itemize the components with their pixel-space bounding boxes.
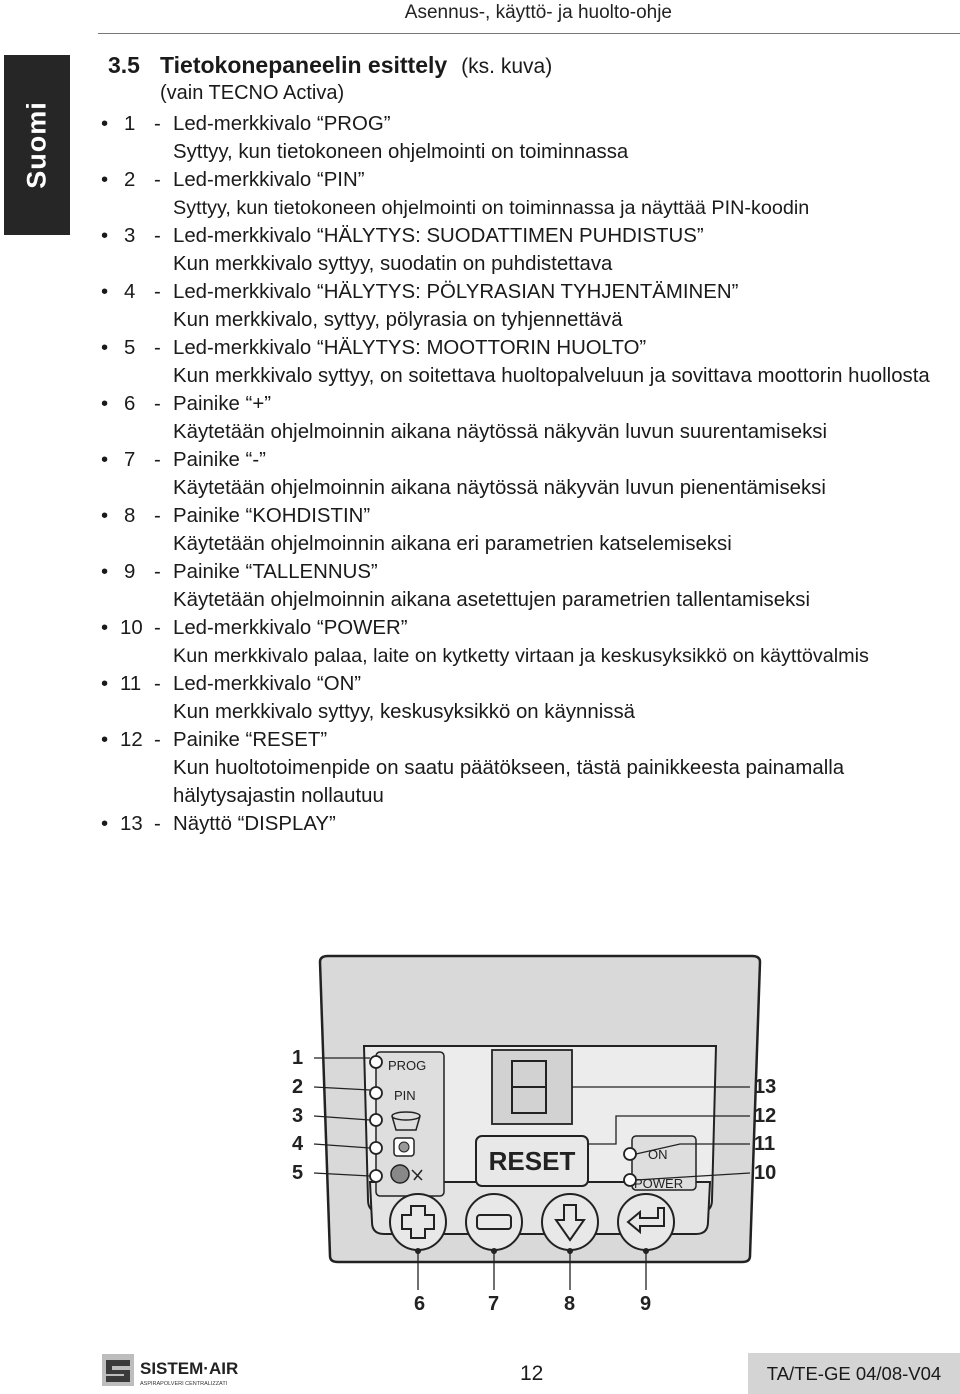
- item-number: 3: [124, 225, 136, 247]
- item-number: 12: [120, 729, 143, 751]
- filter-alarm-led: [370, 1114, 382, 1126]
- cursor-button[interactable]: [542, 1194, 598, 1250]
- item-dash: -: [154, 813, 161, 835]
- item-dash: -: [154, 225, 161, 247]
- reset-label: RESET: [488, 1146, 576, 1176]
- item-heading: Led-merkkivalo “HÄLYTYS: MOOTTORIN HUOLTO”: [173, 337, 647, 359]
- item-number: 1: [124, 113, 136, 135]
- prog-label: PROG: [388, 1058, 427, 1073]
- item-heading: Painike “RESET”: [173, 729, 328, 751]
- pin-led: [370, 1087, 382, 1099]
- callout-3: 3: [292, 1105, 304, 1127]
- callout-1: 1: [292, 1047, 304, 1069]
- item-dash: -: [154, 449, 161, 471]
- list-item: [0, 334, 960, 390]
- item-dash: -: [154, 337, 161, 359]
- item-dash: -: [154, 729, 161, 751]
- bullet: •: [101, 561, 109, 583]
- dust-bin-alarm-led: [370, 1142, 382, 1154]
- item-heading: Painike “-”: [173, 449, 266, 471]
- power-label: POWER: [634, 1176, 684, 1191]
- item-number: 8: [124, 505, 136, 527]
- bullet: •: [101, 673, 109, 695]
- item-number: 5: [124, 337, 136, 359]
- section-number: 3.5: [108, 52, 140, 78]
- item-heading: Painike “KOHDISTIN”: [173, 505, 371, 527]
- callout-10: 10: [754, 1162, 777, 1184]
- page-number: 12: [520, 1362, 544, 1385]
- list-item: [0, 446, 960, 502]
- motor-alarm-led: [370, 1170, 382, 1182]
- item-dash: -: [154, 673, 161, 695]
- item-dash: -: [154, 561, 161, 583]
- bullet: •: [101, 113, 109, 135]
- item-number: 7: [124, 449, 136, 471]
- item-heading: Led-merkkivalo “ON”: [173, 673, 362, 695]
- item-dash: -: [154, 505, 161, 527]
- language-tab-label: Suomi: [21, 101, 52, 189]
- item-heading: Näyttö “DISPLAY”: [173, 813, 336, 835]
- item-number: 10: [120, 617, 143, 639]
- list-item: [0, 614, 960, 670]
- section-title: Tietokonepaneelin esittely: [160, 52, 448, 78]
- callout-8: 8: [564, 1293, 576, 1315]
- bullet: •: [101, 281, 109, 303]
- callout-9: 9: [640, 1293, 652, 1315]
- item-heading: Led-merkkivalo “HÄLYTYS: SUODATTIMEN PUHDISTUS”: [173, 225, 704, 247]
- item-heading: Led-merkkivalo “POWER”: [173, 617, 408, 639]
- item-heading: Led-merkkivalo “PIN”: [173, 169, 365, 191]
- item-dash: -: [154, 169, 161, 191]
- bullet: •: [101, 449, 109, 471]
- item-description: Syttyy, kun tietokoneen ohjelmointi on toiminnassa: [173, 141, 629, 163]
- prog-led: [370, 1056, 382, 1068]
- item-description: Kun merkkivalo palaa, laite on kytketty virtaan ja keskusyksikkö on käyttövalmis: [173, 645, 869, 667]
- brand-tagline: ASPIRAPOLVERI CENTRALIZZATI: [140, 1381, 228, 1387]
- item-heading: Painike “+”: [173, 393, 272, 415]
- callout-6: 6: [414, 1293, 426, 1315]
- callout-7: 7: [488, 1293, 500, 1315]
- brand-name: SISTEM·AIR: [140, 1359, 239, 1378]
- item-dash: -: [154, 393, 161, 415]
- header-divider: [98, 33, 960, 34]
- bullet: •: [101, 337, 109, 359]
- item-description: Käytetään ohjelmoinnin aikana näytössä näkyvän luvun suurentamiseksi: [173, 421, 828, 443]
- led-group-frame: [376, 1052, 444, 1196]
- document-code: TA/TE-GE 04/08-V04: [748, 1353, 960, 1394]
- callout-11: 11: [754, 1133, 776, 1155]
- item-number: 9: [124, 561, 136, 583]
- list-item: [0, 502, 960, 558]
- pin-label: PIN: [394, 1088, 416, 1103]
- list-item: [0, 670, 960, 726]
- on-led: [624, 1148, 636, 1160]
- item-description: Kun merkkivalo syttyy, suodatin on puhdistettava: [173, 253, 613, 275]
- save-button[interactable]: [618, 1194, 674, 1250]
- item-description: Kun merkkivalo syttyy, on soitettava huoltopalveluun ja sovittava moottorin huollosta: [173, 365, 930, 387]
- bullet: •: [101, 393, 109, 415]
- section-reference: (ks. kuva): [461, 55, 553, 78]
- minus-button[interactable]: [466, 1194, 522, 1250]
- list-item: [0, 166, 960, 222]
- item-heading: Painike “TALLENNUS”: [173, 561, 378, 583]
- bullet: •: [101, 617, 109, 639]
- bullet: •: [101, 813, 109, 835]
- dust-bin-icon: [394, 1138, 414, 1156]
- brand-logo: [100, 1352, 240, 1388]
- bullet: •: [101, 505, 109, 527]
- item-description: Käytetään ohjelmoinnin aikana eri parametrien katselemiseksi: [173, 533, 732, 555]
- item-dash: -: [154, 113, 161, 135]
- list-item: [0, 726, 960, 810]
- control-panel-diagram: [280, 950, 800, 1320]
- plus-button[interactable]: [390, 1194, 446, 1250]
- item-description: Kun huoltotoimenpide on saatu päätökseen, tästä painikkeesta painamalla hälytysajastin nollautuu: [173, 757, 845, 807]
- on-label: ON: [648, 1147, 668, 1162]
- item-heading: Led-merkkivalo “HÄLYTYS: PÖLYRASIAN TYHJENTÄMINEN”: [173, 281, 739, 303]
- callout-4: 4: [292, 1133, 304, 1155]
- list-item: [0, 110, 960, 166]
- item-list: [0, 110, 960, 838]
- logo-emblem-icon: [102, 1354, 134, 1386]
- callout-13: 13: [754, 1076, 777, 1098]
- list-item: [0, 390, 960, 446]
- item-number: 4: [124, 281, 136, 303]
- callout-12: 12: [754, 1105, 777, 1127]
- item-description: Kun merkkivalo, syttyy, pölyrasia on tyhjennettävä: [173, 309, 623, 331]
- item-description: Syttyy, kun tietokoneen ohjelmointi on toiminnassa ja näyttää PIN-koodin: [173, 197, 810, 219]
- item-number: 6: [124, 393, 136, 415]
- running-header: Asennus-, käyttö- ja huolto-ohje: [404, 2, 672, 23]
- bullet: •: [101, 729, 109, 751]
- section-heading: [108, 52, 552, 79]
- list-item: [0, 558, 960, 614]
- item-heading: Led-merkkivalo “PROG”: [173, 113, 391, 135]
- item-number: 13: [120, 813, 143, 835]
- callout-5: 5: [292, 1162, 304, 1184]
- list-item: [0, 278, 960, 334]
- item-dash: -: [154, 617, 161, 639]
- list-item: [0, 222, 960, 278]
- bullet: •: [101, 169, 109, 191]
- list-item: [0, 810, 960, 838]
- item-dash: -: [154, 281, 161, 303]
- bullet: •: [101, 225, 109, 247]
- item-description: Käytetään ohjelmoinnin aikana näytössä näkyvän luvun pienentämiseksi: [173, 477, 826, 499]
- item-description: Käytetään ohjelmoinnin aikana asetettujen parametrien tallentamiseksi: [173, 589, 811, 611]
- item-number: 11: [120, 673, 142, 695]
- item-description: Kun merkkivalo syttyy, keskusyksikkö on käynnissä: [173, 701, 635, 723]
- callout-2: 2: [292, 1076, 304, 1098]
- section-subtitle: (vain TECNO Activa): [160, 82, 345, 104]
- item-number: 2: [124, 169, 136, 191]
